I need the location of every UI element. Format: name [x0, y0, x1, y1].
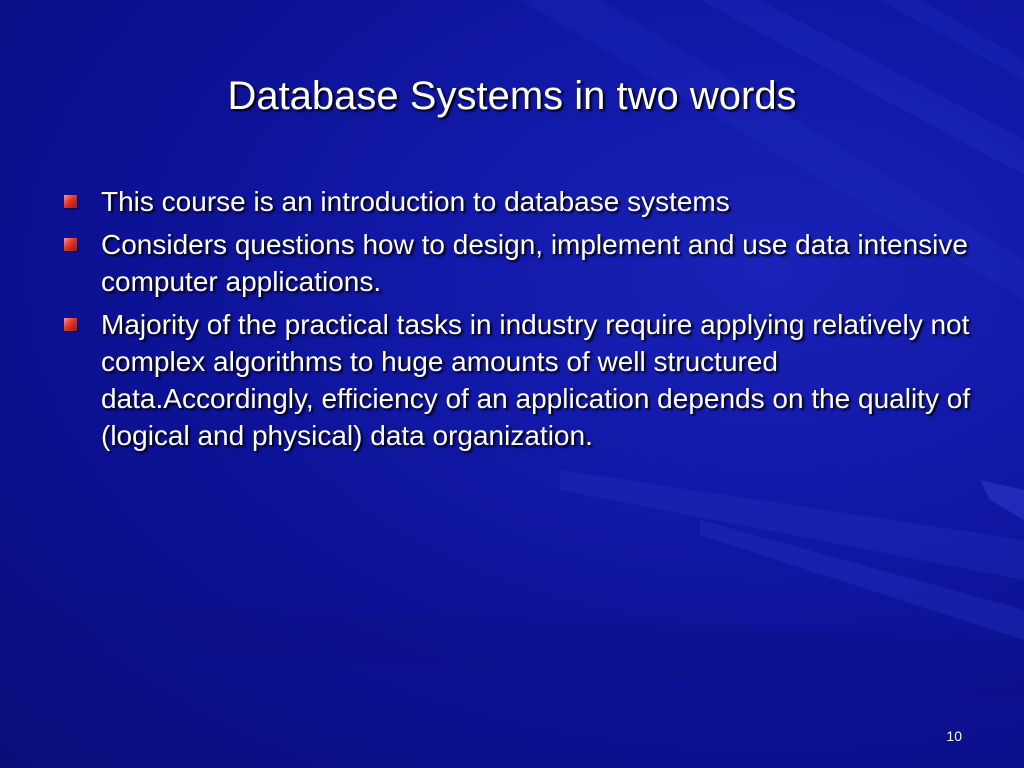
bullet-square-icon	[64, 238, 77, 251]
bullet-square-icon	[64, 318, 77, 331]
bullet-text: Considers questions how to design, implement and use data intensive computer applications.	[101, 229, 968, 297]
slide-title: Database Systems in two words	[227, 74, 797, 118]
bullet-item	[64, 183, 984, 220]
bullet-list	[64, 183, 984, 460]
bullet-item	[64, 306, 984, 454]
page-number: 10	[946, 728, 962, 744]
bullet-item	[64, 226, 984, 300]
bullet-text: Majority of the practical tasks in industry require applying relatively not complex algorithms to huge amounts of well structured data.Accordingly, efficiency of an application depends on the quality of (logical and physical) data organization.	[101, 309, 971, 451]
bullet-square-icon	[64, 195, 77, 208]
bullet-text: This course is an introduction to database systems	[101, 186, 730, 217]
